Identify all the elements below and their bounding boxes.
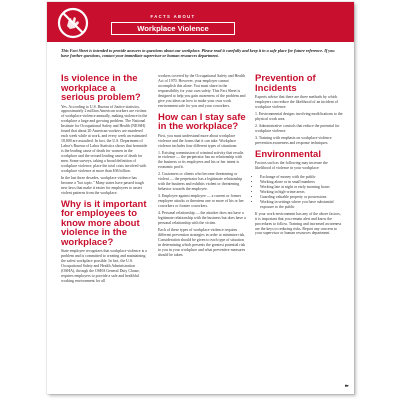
paragraph: Factors such as the following may increase the likelihood of violence in your workplace: — [255, 161, 328, 171]
column-1 — [61, 74, 149, 288]
facts-about-label: FACTS ABOUT — [150, 14, 196, 19]
title-block — [111, 13, 235, 36]
paragraph: State employee recognizes that workplace violence is a problem and is committed to creating and maintaining the safest workplace possible. In fact, the U.S. Occupational Safety and Health Administration (OSHA), through the OSHA General Duty Clause, requires employers to provide a safe and healthful working environment for all — [61, 249, 147, 283]
column-3 — [255, 74, 343, 240]
body-why-important — [61, 249, 149, 284]
paragraph: In the last three decades, workplace violence has become a "hot topic." Many states have passed tough new laws that make it easier for employees to assert violent patterns from the workplace. — [61, 175, 144, 195]
heading-prevention: Prevention of Incidents — [255, 73, 316, 94]
page-title: Workplace Violence — [111, 22, 235, 35]
header-banner — [47, 2, 354, 42]
body-prevention — [255, 95, 343, 146]
heading-why-important: Why is it important for employees to know more about violence in the workplace? — [61, 198, 147, 248]
column-2 — [158, 74, 246, 262]
list-item: 1. Existing commission of criminal activity that results in violence — the perpetrator has no relationship with the business or its employees and his or her intent is economic profit. — [158, 150, 244, 170]
heading-serious-problem: Is violence in the workplace a serious problem? — [61, 73, 141, 103]
list-item: • Exchange of money with the public — [260, 175, 343, 180]
paragraph: Experts advise that there are three methods by which employers can reduce the likelihood of an incident of workplace violence: — [255, 95, 338, 109]
intro-text: This Fact Sheet is intended to provide answers to questions about our workplace. Please read it carefully and keep it in a safe place for future reference. If you have further questions, contact your immediate supervisor or human resources department. — [61, 48, 335, 59]
paragraph: If your work environment has any of the above factors, it is important that you remain alert and know the procedures to follow. Training and increased awareness are the keys to reducing risks. Report any concern to your supervisor or human resources department. — [255, 211, 342, 236]
paragraph: Yes. According to U.S. Bureau of Justice statistics, approximately 2 million American workers are victims of workplace violence annually, making violence in the workplace a large and growing problem. The National Institute for Occupational Safety and Health (NIOSH) found that about 20 American workers are murdered each week while at work, and every week an estimated 18,000 are assaulted. In fact, the U.S. Department of Labor's Bureau of Labor Statistics shows that homicide is the leading cause of death for women in the workplace and the second leading cause of death for men. Some surveys, taking a broad definition of workplace violence, place the total costs involved with workplace violence at more than $36 billion. — [61, 104, 148, 173]
body-serious-problem — [61, 105, 149, 196]
paragraph: Each of these types of workplace violence requires different prevention strategies in order to minimize risk. Consideration should be given to each type of situation in determining which presents the greatest potential risk to you in your workplace and what preventive measures should be taken. — [158, 227, 246, 257]
list-item: 2. Customers or clients who become threatening or violent — the perpetrator has a legitimate relationship with the business and exhibits violent or threatening behavior towards the employee. — [158, 172, 243, 192]
risk-factor-list — [255, 175, 343, 210]
list-item: • Guarding valuable property or possessions — [260, 195, 343, 200]
list-item: 2. Administrative controls that reduce the potential for workplace violence. — [255, 123, 340, 133]
paragraph: First, you must understand more about workplace violence and the forms that it can take. Workplace violence includes four different types of situations: — [158, 133, 238, 148]
list-item: 1. Environmental designs involving modifications to the physical work area. — [255, 111, 343, 121]
no-violence-logo-icon — [56, 6, 90, 40]
list-item: • Working alone or in small numbers — [260, 180, 343, 185]
list-item: • Working in high-crime areas — [260, 190, 343, 195]
body-environmental — [255, 161, 343, 171]
list-item: • Working in settings where you have substantial exposure to the public — [260, 200, 343, 210]
body-stay-safe — [158, 134, 246, 258]
list-item: 3. Employee against employee — a current or former employee attacks or threatens one or more of his or her coworkers or former coworkers. — [158, 194, 244, 209]
body-environmental-closing — [255, 212, 343, 237]
heading-environmental: Environmental — [255, 148, 321, 160]
list-item: 4. Personal relationship — the attacker does not have a legitimate relationship with the business but does have a personal relationship with the victim. — [158, 211, 246, 225]
list-item: • Working late at night or early morning hours — [260, 185, 343, 190]
paragraph: workers covered by the Occupational Safety and Health Act of 1970. However, your employer cannot accomplish this alone. You must share in the responsibility for your own safety. This Fact Sheet is designed to help you gain awareness of the problem and give you ideas on how to make your own work environment safe for you and your coworkers. — [158, 74, 246, 108]
next-page-arrows-icon: ▸▸ — [344, 383, 348, 389]
body-continued — [158, 74, 246, 109]
fact-sheet-page — [47, 2, 354, 394]
heading-stay-safe: How can I stay safe in the workplace? — [158, 111, 246, 133]
list-item: 3. Training with emphasis on workplace violence prevention awareness and response techniques. — [255, 135, 332, 145]
